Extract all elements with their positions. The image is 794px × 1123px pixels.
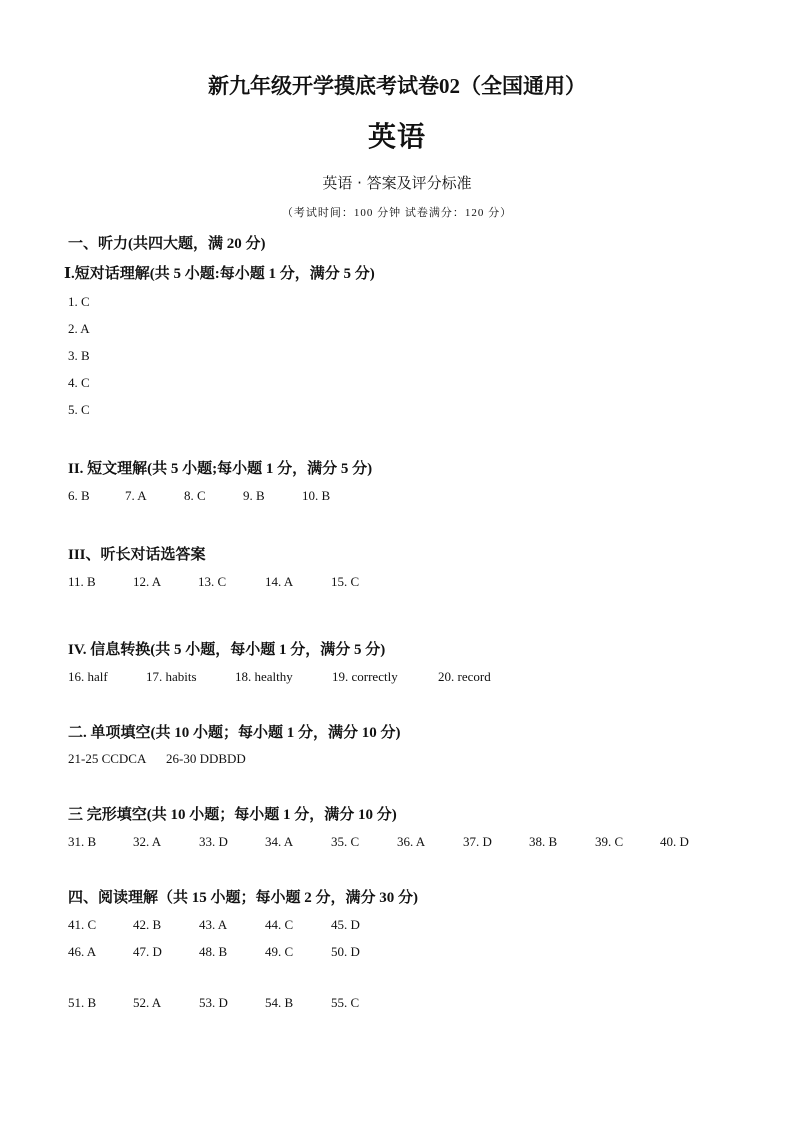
page-title: 新九年级开学摸底考试卷02（全国通用） [208, 74, 586, 98]
part-4-heading: IV. 信息转换(共 5 小题，每小题 1 分，满分 5 分) [68, 642, 386, 658]
answer-44: 44. C [265, 917, 294, 932]
section-listening-heading: 一、听力(共四大题，满 20 分) [68, 236, 266, 252]
answer-18: 18. healthy [235, 669, 293, 684]
answer-53: 53. D [199, 995, 228, 1010]
answer-48: 48. B [199, 944, 228, 959]
subject-heading: 英语 [367, 120, 426, 153]
answer-19: 19. correctly [332, 669, 398, 684]
answer-32: 32. A [133, 834, 162, 849]
section-reading-heading: 四、阅读理解（共 15 小题；每小题 2 分，满分 30 分) [68, 890, 418, 906]
answer-36: 36. A [397, 834, 426, 849]
part-3-heading: III、听长对话选答案 [68, 547, 206, 563]
exam-info-note: （考试时间：100 分钟 试卷满分：120 分） [281, 207, 513, 219]
answer-26-30: 26-30 DDBDD [166, 751, 246, 766]
answer-20: 20. record [438, 669, 491, 684]
answer-21-25: 21-25 CCDCA [68, 751, 147, 766]
answer-33: 33. D [199, 834, 228, 849]
answer-14: 14. A [265, 574, 294, 589]
answer-38: 38. B [529, 834, 558, 849]
part-2-heading: II. 短文理解(共 5 小题;每小题 1 分，满分 5 分) [68, 461, 373, 477]
answer-10: 10. B [302, 488, 331, 503]
answer-8: 8. C [184, 488, 206, 503]
answer-42: 42. B [133, 917, 162, 932]
answer-41: 41. C [68, 917, 97, 932]
answer-3: 3. B [68, 348, 90, 363]
answer-39: 39. C [595, 834, 624, 849]
answer-55: 55. C [331, 995, 360, 1010]
answer-5: 5. C [68, 402, 90, 417]
answer-47: 47. D [133, 944, 162, 959]
part-1-heading: Ⅰ.短对话理解(共 5 小题:每小题 1 分，满分 5 分) [64, 266, 375, 282]
answer-50: 50. D [331, 944, 360, 959]
answer-1: 1. C [68, 294, 90, 309]
answer-35: 35. C [331, 834, 360, 849]
answer-key-subtitle: 英语 · 答案及评分标准 [322, 174, 472, 192]
section-cloze-heading: 三 完形填空(共 10 小题；每小题 1 分，满分 10 分) [68, 807, 397, 823]
answer-49: 49. C [265, 944, 294, 959]
answer-43: 43. A [199, 917, 228, 932]
answer-2: 2. A [68, 321, 90, 336]
answer-52: 52. A [133, 995, 162, 1010]
answer-11: 11. B [68, 574, 96, 589]
answer-6: 6. B [68, 488, 90, 503]
answer-16: 16. half [68, 669, 108, 684]
answer-40: 40. D [660, 834, 689, 849]
answer-51: 51. B [68, 995, 97, 1010]
answer-45: 45. D [331, 917, 360, 932]
answer-13: 13. C [198, 574, 227, 589]
answer-12: 12. A [133, 574, 162, 589]
answer-46: 46. A [68, 944, 97, 959]
answer-4: 4. C [68, 375, 90, 390]
answer-15: 15. C [331, 574, 360, 589]
answer-7: 7. A [125, 488, 147, 503]
answer-54: 54. B [265, 995, 294, 1010]
answer-31: 31. B [68, 834, 97, 849]
section-single-choice-heading: 二. 单项填空(共 10 小题；每小题 1 分，满分 10 分) [68, 725, 401, 741]
answer-34: 34. A [265, 834, 294, 849]
answer-37: 37. D [463, 834, 492, 849]
answer-17: 17. habits [146, 669, 197, 684]
answer-9: 9. B [243, 488, 265, 503]
